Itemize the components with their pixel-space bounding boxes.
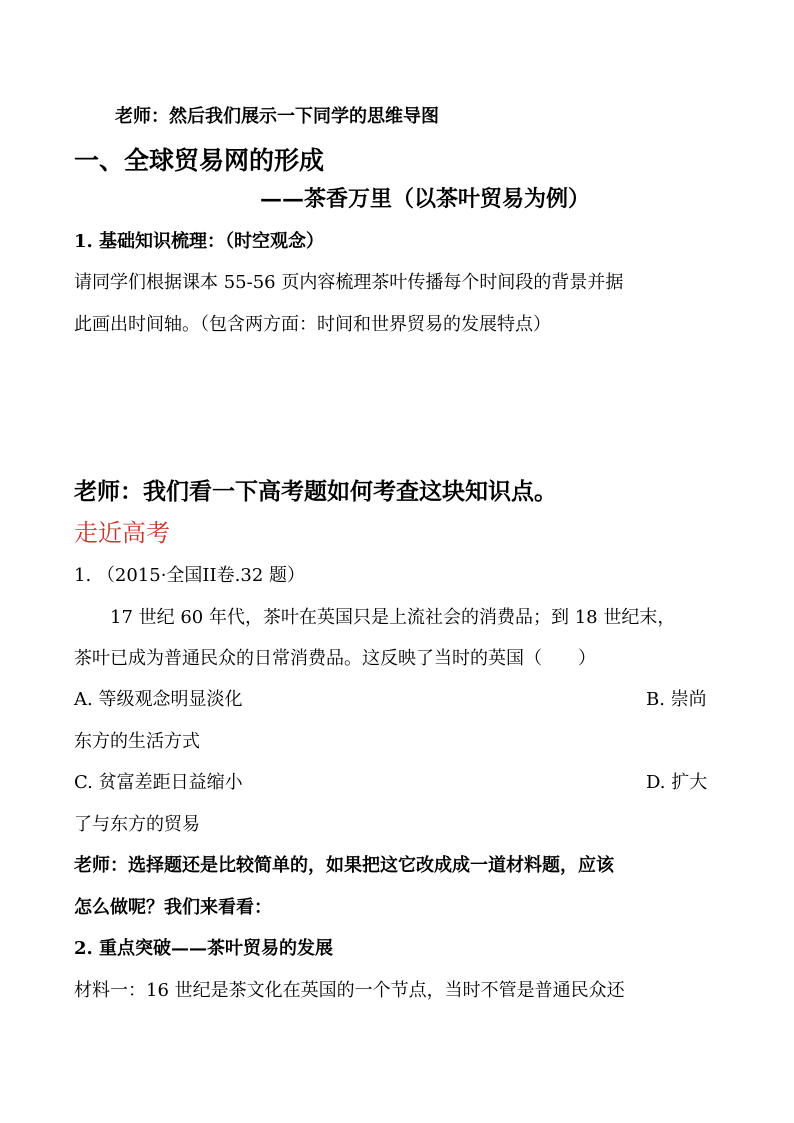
basic-instruction-line-2: 此画出时间轴。（包含两方面：时间和世界贸易的发展特点） [74,314,551,335]
option-b-continued: 东方的生活方式 [74,731,200,752]
teacher-comment-line-2: 怎么做呢？我们来看看： [74,897,272,918]
option-a: A. 等级观念明显淡化 [74,689,243,710]
material-one-line: 材料一：16 世纪是茶文化在英国的一个节点，当时不管是普通民众还 [74,980,625,1001]
question-stem-line-1: 17 世纪 60 年代，茶叶在英国只是上流社会的消费品；到 18 世纪末， [110,607,676,628]
question-stem-line-2: 茶叶已成为普通民众的日常消费品。这反映了当时的英国（ ） [74,648,596,669]
section-heading: 一、全球贸易网的形成 [74,146,325,175]
section-subheading: ——茶香万里（以茶叶贸易为例） [260,186,591,212]
teacher-intro-line: 老师：然后我们展示一下同学的思维导图 [115,106,439,127]
teacher-comment-line-1: 老师：选择题还是比较简单的，如果把这它改成成一道材料题，应该 [74,855,614,876]
option-d-continued: 了与东方的贸易 [74,814,200,835]
option-c: C. 贫富差距日益缩小 [74,772,243,793]
basic-knowledge-title: 1. 基础知识梳理：（时空观念） [74,231,325,252]
basic-instruction-line-1: 请同学们根据课本 55-56 页内容梳理茶叶传播每个时间段的背景并据 [74,272,624,293]
option-b: B. 崇尚 [646,689,707,710]
question-number: 1. （2015·全国II卷.32 题） [74,565,305,586]
option-d: D. 扩大 [646,772,708,793]
focus-title: 2. 重点突破——茶叶贸易的发展 [74,938,334,959]
gaokao-title: 走近高考 [74,519,170,547]
teacher-exam-line: 老师：我们看一下高考题如何考查这块知识点。 [74,478,557,505]
